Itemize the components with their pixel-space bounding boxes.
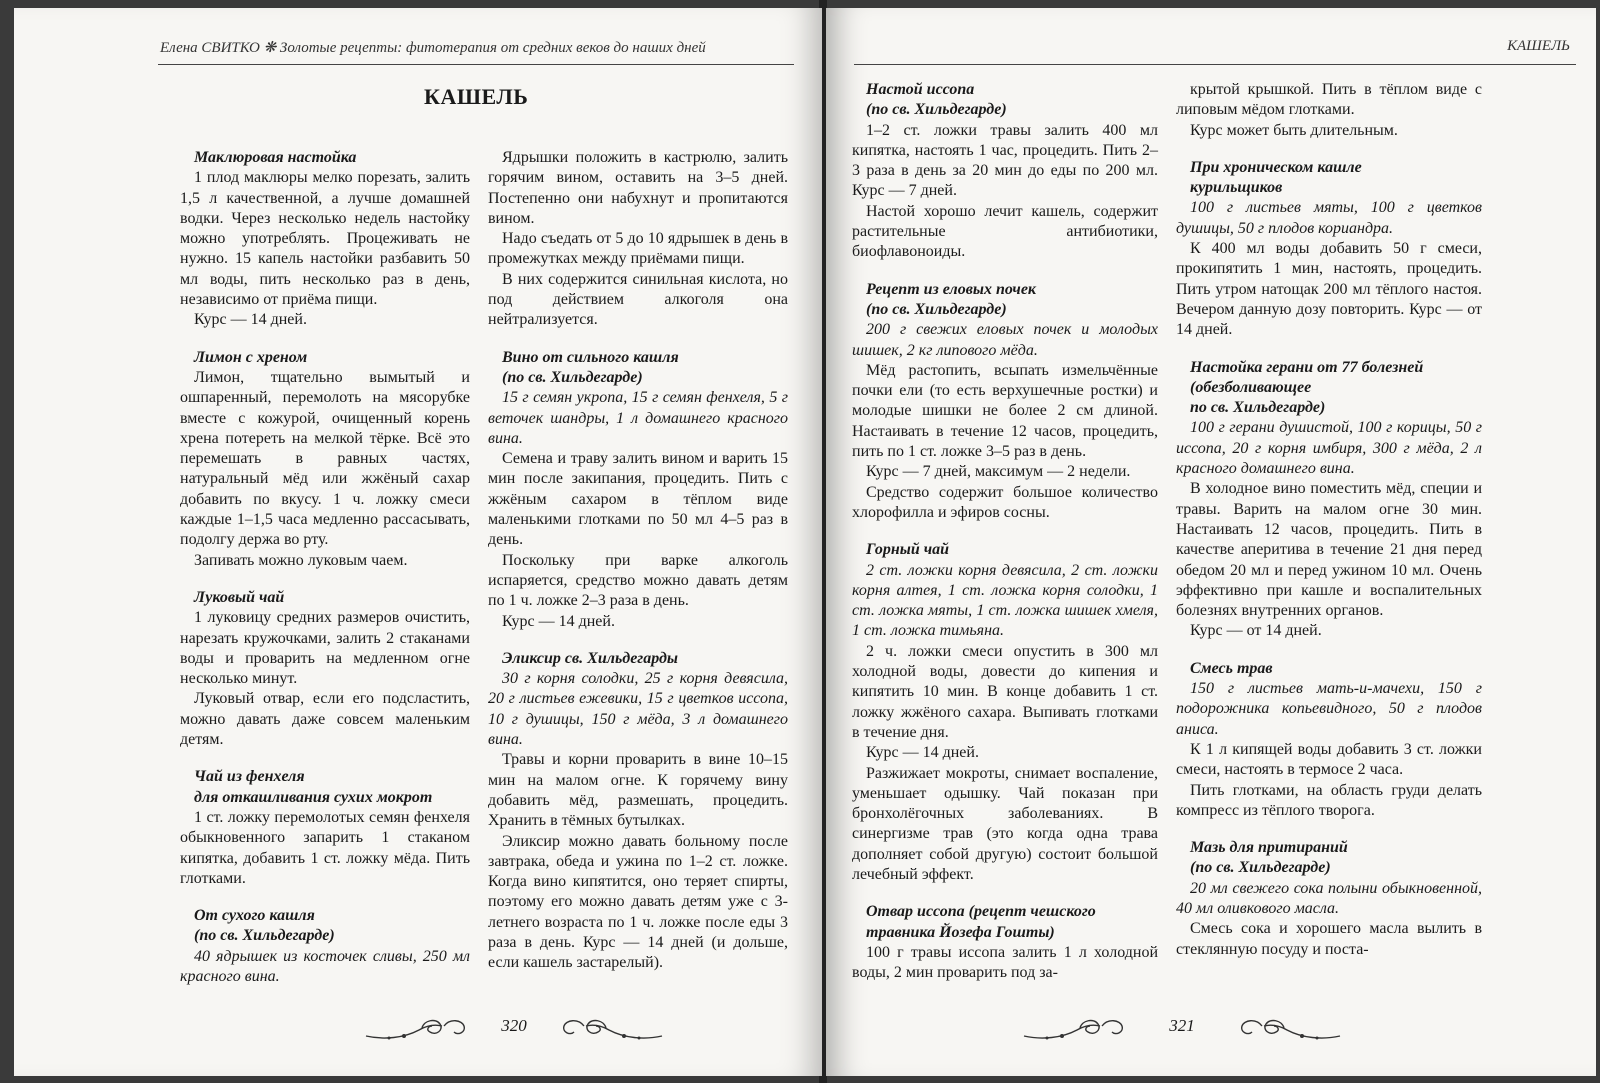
recipe-paragraph: Травы и корни проварить в вине 10–15 мин на малом огне. К горячему вину добавить мёд, размешать, процедить. Хранить в тёмных бутылках. — [488, 751, 788, 830]
recipe-paragraph: Средство содержит большое количество хлорофилла и эфиров сосны. — [852, 483, 1158, 521]
running-head: КАШЕЛЬ — [1507, 38, 1570, 54]
recipe-title: Маклюровая настойка — [194, 149, 357, 166]
recipe-paragraph: 1–2 ст. ложки травы залить 400 мл кипятка, настоять 1 час, процедить. Пить 2–3 раза в день за 20 мин до еды по 200 мл. Курс — 7 дней. — [852, 121, 1158, 200]
text-column — [852, 80, 1158, 1000]
recipe-title: Настойка герани от 77 болезней — [1190, 358, 1424, 376]
recipe-paragraph: Луковый отвар, если его подсластить, можно давать даже совсем маленьким детям. — [180, 690, 470, 749]
page-footer — [364, 1014, 664, 1044]
recipe-paragraph: В них содержится синильная кислота, но под действием алкоголя она нейтрализуется. — [488, 270, 788, 329]
recipe-title: (по св. Хильдегарде) — [866, 101, 1007, 119]
recipe-section — [180, 906, 470, 987]
recipe-section — [852, 280, 1158, 524]
recipe-ingredients: 100 г герани душистой, 100 г корицы, 50 г иссопа, 20 г корня имбиря, 300 г мёда, 2 л красного домашнего вина. — [1176, 419, 1482, 478]
recipe-paragraph: Ядрышки положить в кастрюлю, залить горячим вином, оставить на 3–5 дней. Постепенно они набухнут и пропитаются вином. — [488, 149, 788, 227]
recipe-ingredients: 200 г свежих еловых почек и молодых шишек, 2 кг липового мёда. — [852, 321, 1158, 359]
recipe-paragraph: Мёд растопить, всыпать измельчённые почки ели (то есть верхушечные ростки) и молодые шишки не более 2 см длиной. Настаивать в течение 12 часов, процедить, пить по 1 ст. ложке 3–5 раз в день. — [852, 361, 1158, 461]
recipe-paragraph: Курс — 14 дней. — [502, 612, 615, 630]
recipe-paragraph: Поскольку при варке алкоголь испаряется, средство можно давать детям по 1 ч. ложке 2–3 раза в день. — [488, 551, 788, 610]
recipe-paragraph: 1 луковицу средних размеров очистить, нарезать кружочками, залить 2 стаканами воды и проварить на медленном огне несколько минут. — [180, 609, 470, 688]
recipe-section — [852, 902, 1158, 983]
recipe-title: (обезболивающее — [1190, 378, 1312, 396]
recipe-title: (по св. Хильдегарде) — [866, 300, 1007, 318]
recipe-paragraph: 2 ч. ложки смеси опустить в 300 мл холодной воды, довести до кипения и кипятить 10 мин. В конце добавить 1 ст. ложку жжёного сахара. Выпивать глотками в течение дня. — [852, 642, 1158, 741]
recipe-section — [1176, 80, 1482, 141]
page-number: 320 — [501, 1016, 527, 1035]
chapter-title: КАШЕЛЬ — [424, 84, 529, 109]
recipe-paragraph: крытой крышкой. Пить в тёплом виде с липовым мёдом глотками. — [1176, 81, 1482, 119]
recipe-section — [1176, 158, 1482, 341]
text-column — [488, 148, 788, 991]
recipe-title: Мазь для притираний — [1190, 839, 1348, 857]
recipe-title: Горный чай — [866, 541, 950, 559]
recipe-title: Лимон с хреном — [194, 348, 308, 366]
recipe-title: (по св. Хильдегарде) — [1190, 859, 1331, 877]
header-rule — [158, 64, 794, 65]
recipe-ingredients: 100 г листьев мяты, 100 г цветков душицы, 50 г плодов кориандра. — [1176, 199, 1482, 237]
ornament-right-icon — [1232, 1014, 1342, 1044]
recipe-section — [180, 588, 470, 750]
recipe-title: Вино от сильного кашля — [502, 348, 679, 366]
recipe-paragraph: 1 плод маклюры мелко порезать, залить 1,5 л качественной, а лучше домашней водки. Через несколько недель настойку можно употреблять. Процеживать не нужно. 15 капель настойки разбавить 50 мл воды, пить несколько раз в день, независимо от приёма пищи. — [180, 169, 470, 309]
recipe-title: Настой иссопа — [866, 81, 975, 98]
recipe-section — [1176, 358, 1482, 642]
recipe-paragraph: Лимон, тщательно вымытый и ошпаренный, перемолоть на мясорубке вместе с кожурой, очищенный корень хрена потереть на мелкой тёрке. Всё это перемешать в равных частях, натуральный мёд или жжёный сахар добавить по вкусу. 1 ч. ложку смеси каждые 1–1,5 часа медленно рассасывать, подолгу держа во рту. — [180, 368, 470, 549]
page-footer — [1022, 1014, 1342, 1044]
recipe-ingredients: 30 г корня солодки, 25 г корня девясила, 20 г листьев ежевики, 15 г цветков иссопа, 10 г душицы, 150 г мёда, 3 л домашнего вина. — [488, 670, 788, 749]
recipe-title: Чай из фенхеля — [194, 768, 305, 786]
recipe-ingredients: 15 г семян укропа, 15 г семян фенхеля, 5 г веточек шандры, 1 л домашнего красного вина. — [488, 389, 788, 447]
header-rule — [854, 64, 1576, 65]
recipe-title: Отвар иссопа (рецепт чешского — [866, 903, 1096, 921]
recipe-ingredients: 20 мл свежего сока полыни обыкновенной, 40 мл оливкового масла. — [1176, 879, 1482, 917]
recipe-paragraph: Курс — 7 дней, максимум — 2 недели. — [866, 463, 1131, 481]
recipe-paragraph: 1 ст. ложку перемолотых семян фенхеля обыкновенного запарить 1 стаканом кипятка, добавить 1 ст. ложку мёда. Пить глотками. — [180, 808, 470, 887]
recipe-section — [1176, 659, 1482, 821]
recipe-paragraph: К 400 мл воды добавить 50 г смеси, прокипятить 1 мин, настоять, процедить. Пить утром натощак 200 мл тёплого настоя. Вечером данную дозу повторить. Курс — от 14 дней. — [1176, 240, 1482, 339]
recipe-paragraph: Надо съедать от 5 до 10 ядрышек в день в промежутках между приёмами пищи. — [488, 230, 788, 268]
text-column — [180, 148, 470, 1004]
recipe-section — [1176, 838, 1482, 960]
recipe-title: От сухого кашля — [194, 907, 315, 925]
recipe-title: для откашливания сухих мокрот — [194, 788, 433, 806]
recipe-paragraph: Курс — 14 дней. — [194, 311, 307, 329]
recipe-paragraph: Разжижает мокроты, снимает воспаление, уменьшает одышку. Чай показан при бронхолёгочных заболеваниях. В синергизме трав (это когда одна трава дополняет собой другую) состоит большой лечебный эффект. — [852, 764, 1158, 883]
recipe-paragraph: Настой хорошо лечит кашель, содержит растительные антибиотики, биофлавоноиды. — [852, 202, 1158, 261]
recipe-section — [180, 348, 470, 571]
recipe-section — [488, 148, 788, 331]
ornament-right-icon — [554, 1014, 664, 1044]
recipe-section — [180, 148, 470, 331]
recipe-section — [852, 80, 1158, 263]
recipe-ingredients: 2 ст. ложки корня девясила, 2 ст. ложки корня алтея, 1 ст. ложка корня солодки, 1 ст. ложка мяты, 1 ст. ложка шишек хмеля, 1 ст. ложка тимьяна. — [852, 561, 1158, 640]
left-page — [14, 8, 822, 1076]
recipe-paragraph: Семена и траву залить вином и варить 15 мин после закипания, процедить. Пить с жжёным сахаром в тёплом виде маленькими глотками по 50 мл 4–5 раз в день. — [488, 450, 788, 549]
recipe-title: Эликсир св. Хильдегарды — [502, 649, 679, 667]
recipe-paragraph: Эликсир можно давать больному после завтрака, обеда и ужина по 1–2 ст. ложке. Когда вино кипятится, оно теряет спирты, поэтому его можно давать детям уже с 3-летнего возраста по 1 ч. ложке после еды 3 раза в день. Курс — 14 дней (и дольше, если кашель застарелый). — [488, 832, 788, 972]
recipe-section — [488, 348, 788, 632]
page-number: 321 — [1169, 1016, 1195, 1035]
recipe-paragraph: В холодное вино поместить мёд, специи и травы. Варить на малом огне 30 мин. Настаивать 12 часов, процедить. Пить в качестве аперитива в течение 21 дня перед обедом 20 мл и перед ужином 10 мл. Очень эффективно при кашле и воспалительных болезнях внутренних органов. — [1176, 480, 1482, 620]
recipe-ingredients: 150 г листьев мать-и-мачехи, 150 г подорожника копьевидного, 50 г плодов аниса. — [1176, 680, 1482, 738]
recipe-title: Луковый чай — [194, 588, 285, 606]
recipe-title: Рецепт из еловых почек — [866, 280, 1037, 298]
recipe-section — [488, 649, 788, 974]
recipe-section — [852, 540, 1158, 885]
right-page — [826, 8, 1596, 1076]
recipe-title: При хроническом кашле — [1190, 158, 1362, 176]
recipe-title: курильщиков — [1190, 179, 1283, 197]
recipe-paragraph: Пить глотками, на область груди делать компресс из тёплого творога. — [1176, 781, 1482, 819]
recipe-paragraph: Курс — от 14 дней. — [1190, 622, 1322, 640]
recipe-paragraph: Курс может быть длительным. — [1190, 121, 1398, 139]
recipe-paragraph: Запивать можно луковым чаем. — [194, 551, 408, 569]
recipe-ingredients: 40 ядрышек из косточек сливы, 250 мл красного вина. — [180, 947, 470, 985]
recipe-title: травника Йозефа Гошты) — [866, 923, 1055, 941]
recipe-title: (по св. Хильдегарде) — [194, 927, 335, 945]
recipe-paragraph: К 1 л кипящей воды добавить 3 ст. ложки смеси, настоять в термосе 2 часа. — [1176, 740, 1482, 779]
text-column — [1176, 80, 1482, 977]
recipe-title: (по св. Хильдегарде) — [502, 368, 643, 386]
recipe-title: по св. Хильдегарде) — [1190, 399, 1326, 417]
running-head: Елена СВИТКО ❋ Золотые рецепты: фитотерапия от средних веков до наших дней — [160, 40, 706, 56]
recipe-paragraph: 100 г травы иссопа залить 1 л холодной воды, 2 мин проварить под за- — [852, 943, 1158, 982]
recipe-section — [180, 767, 470, 889]
recipe-paragraph: Смесь сока и хорошего масла вылить в стеклянную посуду и поста- — [1176, 920, 1482, 958]
recipe-title: Смесь трав — [1190, 659, 1273, 677]
recipe-paragraph: Курс — 14 дней. — [866, 744, 979, 762]
